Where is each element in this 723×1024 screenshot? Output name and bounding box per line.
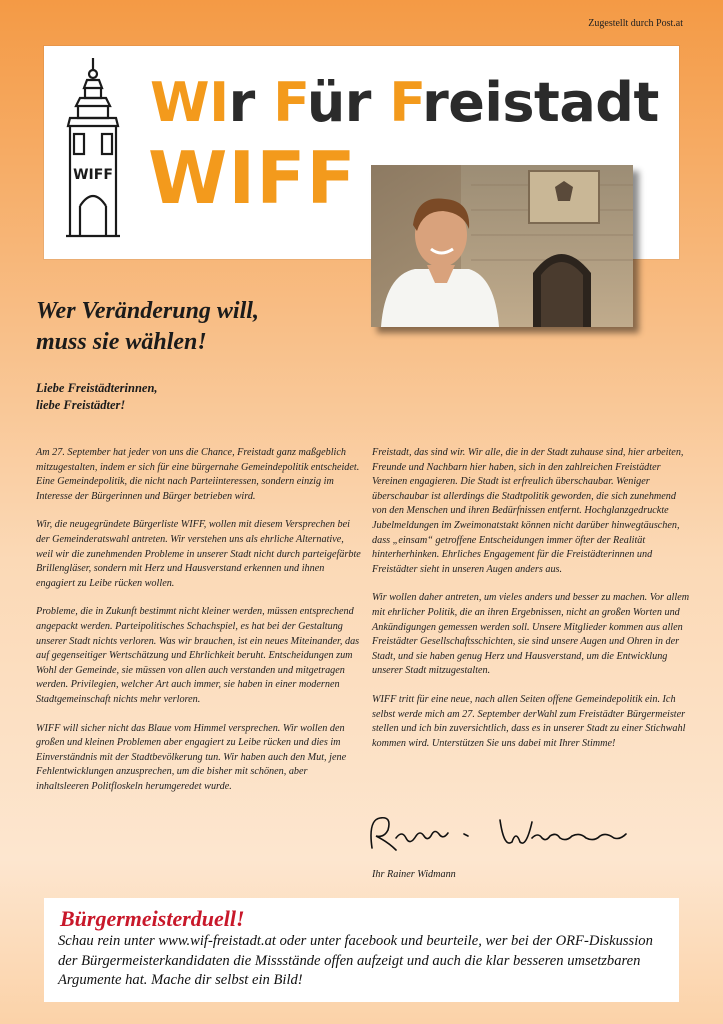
left-column: [36, 446, 361, 808]
brand-letter: reistadt: [422, 71, 659, 134]
bottom-title: Bürgermeisterduell!: [60, 906, 245, 931]
brand-letter: F: [273, 71, 307, 134]
headline-line: muss sie wählen!: [36, 329, 207, 355]
sign-off: Ihr Rainer Widmann: [372, 869, 456, 880]
headline-line: Wer Veränderung will,: [36, 298, 259, 324]
right-column: [372, 446, 690, 765]
headline: [36, 296, 356, 358]
paragraph: Wir wollen daher antreten, um vieles anders und besser zu machen. Vor allem mit ehrlicher Politik, die an ihren Ergebnissen, nicht an großen Worten und Ankündigungen gemessen werden soll. Unsere Mitglieder kommen aus allen Freistädter Gesellschaftsschichten, sie sind unsere Augen und Ohren in der Stadt, und sie haben genug Herz und Hausverstand, um die Entwicklung unserer Stadt mitzugestalten.: [372, 592, 690, 677]
brand-letter: r: [228, 71, 274, 134]
brand-letter: W: [150, 71, 210, 134]
delivery-note: Zugestellt durch Post.at: [588, 18, 683, 29]
brand-letter: I: [209, 71, 229, 134]
bottom-box: [44, 898, 679, 1002]
portrait-image-icon: [371, 165, 633, 327]
bottom-text: Schau rein unter www.wif-freistadt.at oder unter facebook und beurteile, wer bei der ORF-Diskussion der Bürgermeisterkandidaten die Missstände offen aufzeigt und auch die klar besseren umsetzbaren Argumente hat. Mache dir selbst ein Bild!: [58, 933, 653, 988]
candidate-photo: [371, 165, 633, 327]
brand-name: [150, 71, 659, 134]
paragraph: WIFF will sicher nicht das Blaue vom Himmel versprechen. Wir wollen den großen und kleinen Problemen aber engagiert zu Leibe rücken und dies im Einverständnis mit der Stadtbevölkerung tun. Wir haben auch den Mut, jene Fehlentwicklungen anzusprechen, um die bisher mit schönen, aber inhaltsleeren Politfloskeln herumgeredet wurde.: [36, 722, 347, 792]
paragraph: Am 27. September hat jeder von uns die Chance, Freistadt ganz maßgeblich mitzugestalten, indem er sich für eine bürgernahe Gemeindepolitik entscheidet. Eine Gemeindepolitik, die nicht nach Parteiinteressen, sondern einzig im Interesse der Bürgerinnen und Bürger betrieben wird.: [36, 447, 360, 502]
brand-acronym: WIFF: [148, 136, 357, 220]
paragraph: Freistadt, das sind wir. Wir alle, die in der Stadt zuhause sind, hier arbeiten, Freunde und Nachbarn hier haben, sich in den zahlreichen Freistädter Vereinen engagieren. Die Stadt ist erfreulich überschaubar. Weniger überschaubar ist allerdings die Stadtpolitik geworden, die sich zunehmend von den Menschen und ihren Bedürfnissen entfernt. Hochglanzgedruckte Jubelmeldungen im Zweimonatstakt können nicht darüber hinwegtäuschen, dass „einsam“ getroffene Entscheidungen immer öfter der Realität hinterherhinken. Ehrliches Engagement für die Freistädterinnen und Freistädter sieht in unseren Augen anders aus.: [372, 447, 684, 575]
paragraph: Probleme, die in Zukunft bestimmt nicht kleiner werden, müssen entsprechend angepackt werden. Parteipolitisches Schachspiel, es hat bei der Gestaltung unserer Stadt nichts verloren. Was wir brauchen, ist ein neues Miteinander, das auf gegenseitiger Wertschätzung und Ehrlichkeit beruht. Entscheidungen zum Wohl der Gemeinde, sie müssen von allen auch verstanden und mitgetragen werden. Privilegien, welcher Art auch immer, sie haben in einer modernen Stadtgemeinschaft nichts mehr verloren.: [36, 606, 360, 705]
brand-letter: ür: [306, 71, 390, 134]
greeting-line: Liebe Freistädterinnen,: [36, 381, 158, 395]
brand-letter: F: [389, 71, 423, 134]
signature-icon: [366, 808, 656, 858]
paragraph: Wir, die neugegründete Bürgerliste WIFF, wollen mit diesem Versprechen bei der Gemeinderatswahl antreten. Wir verstehen uns als ehrliche Alternative, weil wir die zunehmenden Probleme in unserer Stadt nicht durch parteigefärbte Brillengläser, sondern mit Herz und Hausverstand erkennen und ihnen engagiert zu Leibe rücken wollen.: [36, 519, 361, 589]
tower-logo-icon: [58, 56, 128, 242]
greeting-line: liebe Freistädter!: [36, 398, 126, 412]
paragraph: WIFF tritt für eine neue, nach allen Seiten offene Gemeindepolitik ein. Ich selbst werde mich am 27. September derWahl zum Freistädter Bürgermeister stellen und ich bin zuversichtlich, dass es in unserer Stadt zu einer Stichwahl kommen wird. Unterstützen Sie uns dabei mit Ihrer Stimme!: [372, 693, 686, 749]
greeting: [36, 380, 336, 414]
tower-label: WIFF: [73, 167, 113, 183]
